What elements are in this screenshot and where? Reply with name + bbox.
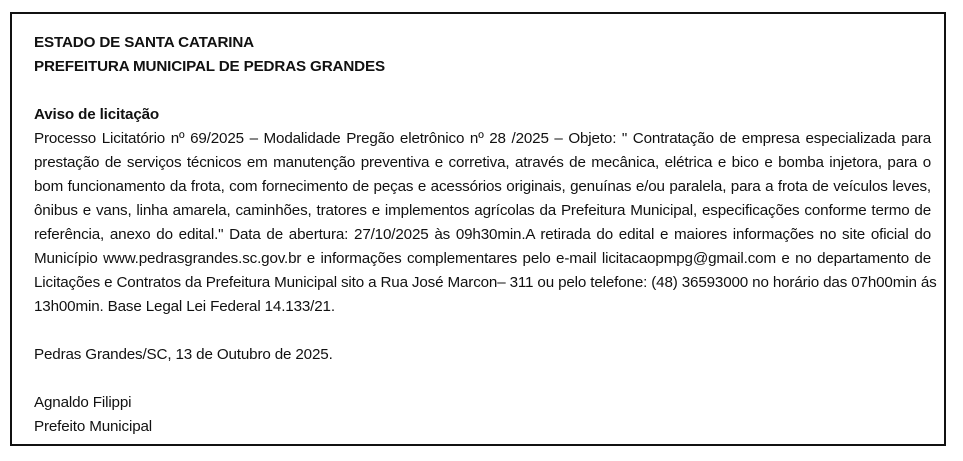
state-heading: ESTADO DE SANTA CATARINA bbox=[34, 34, 254, 51]
notice-frame bbox=[10, 12, 946, 446]
signatory-title: Prefeito Municipal bbox=[34, 418, 153, 435]
notice-body-line: ônibus e vans, linha amarela, caminhões, tratores e implementos agrícolas da Prefeitura Municipal, especificações conforme termo de bbox=[34, 202, 931, 219]
municipality-heading: PREFEITURA MUNICIPAL DE PEDRAS GRANDES bbox=[34, 58, 385, 75]
notice-body-line: Município www.pedrasgrandes.sc.gov.br e informações complementares pelo e-mail licitacaopmpg@gmail.com e no departamento de bbox=[34, 250, 931, 267]
notice-title: Aviso de licitação bbox=[34, 106, 160, 123]
notice-body-line: referência, anexo do edital." Data de abertura: 27/10/2025 às 09h30min.A retirada do edital e maiores informações no site oficial do bbox=[34, 226, 931, 243]
spacer bbox=[34, 79, 931, 103]
notice-body-line: 13h00min. Base Legal Lei Federal 14.133/21. bbox=[34, 298, 335, 315]
spacer bbox=[34, 367, 931, 391]
place-date: Pedras Grandes/SC, 13 de Outubro de 2025. bbox=[34, 346, 333, 363]
notice-body-line: bom funcionamento da frota, com fornecimento de peças e acessórios originais, genuínas e/ou paralela, para a frota de veículos leves, bbox=[34, 178, 931, 195]
spacer bbox=[34, 319, 931, 343]
notice-body-line: Processo Licitatório nº 69/2025 – Modalidade Pregão eletrônico nº 28 /2025 – Objeto: " Contratação de empresa especializada para bbox=[34, 130, 931, 147]
signatory-name: Agnaldo Filippi bbox=[34, 394, 132, 411]
notice-body-line: Licitações e Contratos da Prefeitura Municipal sito a Rua José Marcon– 311 ou pelo telefone: (48) 36593000 no horário das 07h00min ás bbox=[34, 274, 937, 291]
notice-body-line: prestação de serviços técnicos em manutenção preventiva e corretiva, através de mecânica, elétrica e bico e bomba injetora, para o bbox=[34, 154, 931, 171]
notice-content bbox=[34, 31, 937, 439]
